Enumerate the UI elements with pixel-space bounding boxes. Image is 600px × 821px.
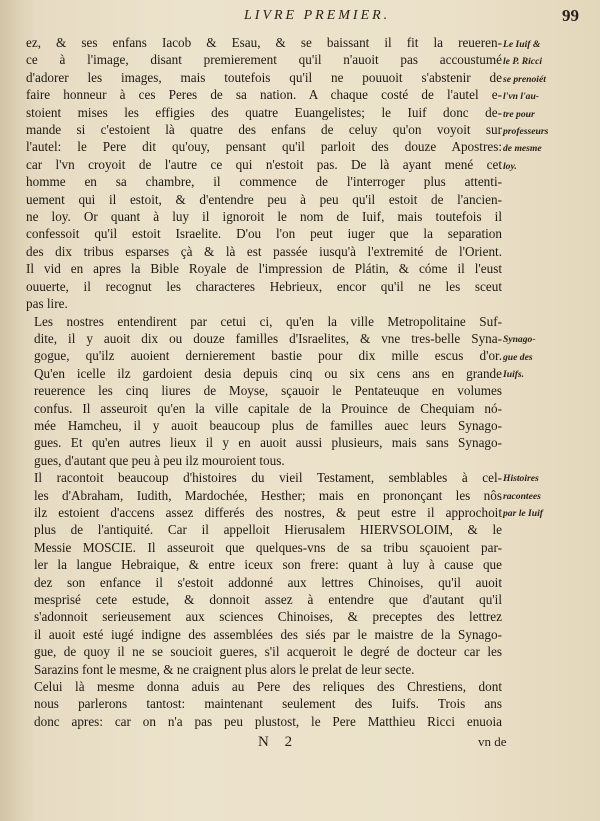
margin-note: racontees xyxy=(503,490,541,502)
text-line: les d'Abraham, Iudith, Mardochée, Hesther; mais en prononçant les nôs xyxy=(34,487,502,503)
text-line: ilz estoient d'accens assez differés des nostres, & peut estre il approchoit xyxy=(34,504,502,520)
margin-note: loy. xyxy=(503,160,517,172)
text-line: Il vid en apres la Bible Royale de l'impression de Plátin, & cóme il l'eust xyxy=(26,261,502,277)
margin-note: de mesme xyxy=(503,143,542,155)
margin-note: professeurs xyxy=(503,126,549,138)
margin-note: tre pour xyxy=(503,108,535,120)
margin-note: Le Iuif & xyxy=(503,39,541,50)
text-line: Sarazins font le mesme, & ne craignent plus alors le prelat de leur secte. xyxy=(34,661,415,677)
text-line: plus de l'antiquité. Car il appelloit Hierusalem HIERVSOLOIM, & le xyxy=(34,522,502,538)
text-line: dite, il y auoit dix ou douze familles d'Israelites, & vne tres-belle Syna- xyxy=(34,330,502,346)
text-line: Qu'en icelle ilz gardoient desia depuis cinq ou six cens ans en grande xyxy=(34,365,502,381)
margin-note: Iuifs. xyxy=(503,369,525,381)
text-line: Les nostres entendirent par cetui ci, qu'en la ville Metropolitaine Suf- xyxy=(34,313,502,329)
text-line: pas lire. xyxy=(26,296,68,312)
text-line: faire honneur à ces Peres de sa nation. A chaque costé de l'autel e- xyxy=(26,87,502,103)
text-line: stoient mises les effigies des quatre Euangelistes; le Iuif donc de- xyxy=(26,104,502,120)
text-line: Il racontoit beaucoup d'histoires du vieil Testament, semblables à cel- xyxy=(34,470,502,486)
text-line: ouuerte, il recognut les characteres Hebrieux, encor qu'il ne les sceut xyxy=(26,278,502,294)
margin-note: l'vn l'au- xyxy=(503,91,539,103)
margin-note: se prenoiét xyxy=(503,73,546,85)
text-line: nous parlerons tantost: maintenant seulement des Iuifs. Trois ans xyxy=(34,696,502,712)
text-line: uement qui il estoit, & d'entendre peu à peu qu'il estoit de l'ancien- xyxy=(26,191,502,207)
page-header xyxy=(0,6,600,28)
text-line: Messie MOSCIE. Il asseuroit que quelques-vns de sa tribu sçauoient par- xyxy=(34,539,502,555)
paragraph-4 xyxy=(26,678,502,730)
text-line: donc apres: car on n'a pas peu plustost, le Pere Matthieu Ricci enuoia xyxy=(34,713,502,729)
text-line: l'autel: le Pere dit qu'ouy, pensant qu'il parloit des douze Apostres: xyxy=(26,139,502,155)
text-line: gues, d'autant que peu à peu ilz mouroient tous. xyxy=(34,452,285,468)
text-line: ce à l'image, disant premierement qu'il n'auoit pas accoustumé xyxy=(26,52,502,68)
text-line: Celui là mesme donna aduis au Pere des reliques des Chrestiens, dont xyxy=(34,679,502,695)
text-line: mesprisé cete estude, & donnoit assez à entendre que d'autant qu'il xyxy=(34,592,502,607)
page-footer xyxy=(0,726,600,756)
running-head: LIVRE PREMIER. xyxy=(244,8,391,23)
paragraph-3 xyxy=(26,469,502,678)
text-line: ne loy. Or quant à luy il ignoroit le nom de Iuif, mais toutefois il xyxy=(26,209,502,225)
text-line: gues. Et qu'en autres lieux il y en auoit aussi plusieurs, mais sans Synago- xyxy=(34,435,502,451)
text-line: mande si c'estoient là quatre des enfans de celuy qu'on voyoit sur xyxy=(26,122,502,138)
margin-note: Synago- xyxy=(503,334,536,346)
text-line: ez, & ses enfans Iacob & Esau, & se baissant il fit la reueren- xyxy=(26,35,502,50)
text-line: d'adorer les images, mais toutefois qu'il ne pouuoit s'abstenir de xyxy=(26,69,502,85)
catchword: vn de xyxy=(478,734,507,749)
margin-note: par le Iuif xyxy=(503,508,543,520)
margin-notes xyxy=(503,36,597,523)
text-line: confus. Il asseuroit qu'en la ville capitale de la Prouince de Chequiam nó- xyxy=(34,400,502,416)
text-line: mée Hamcheu, il y auoit beaucoup plus de familles auec leurs Synago- xyxy=(34,417,502,433)
margin-note: Histoires xyxy=(503,473,539,485)
margin-note: gue des xyxy=(503,351,533,363)
text-line: s'adonnoit serieusement aux sciences Chinoises, & preceptes des lettrez xyxy=(34,609,502,625)
signature-mark: N 2 xyxy=(258,734,299,750)
text-line: reuerence les cinq liures de Moyse, sçauoir le Pentateuque en volumes xyxy=(34,383,502,399)
paragraph-2 xyxy=(26,313,502,470)
text-line: gue, de quoy il ne se soucioit gueres, s'il acqueroit le degré de docteur car les xyxy=(34,644,502,660)
text-line: dez son enfance il s'estoit addonné aux lettres Chinoises, qu'il auoit xyxy=(34,574,502,590)
text-line: confessoit qu'il estoit Israelite. D'ou l'on peut iuger que la separation xyxy=(26,226,502,242)
page-number: 99 xyxy=(562,6,579,25)
text-line: ler la langue Hebraique, & entre iceux son frere: quant à luy à cause que xyxy=(34,557,502,573)
text-line: homme en sa chambre, il commence de l'interroger plus attenti- xyxy=(26,174,502,190)
text-line: des dix tribus esparses çà & là est passée iusqu'à l'extremité de l'Orient. xyxy=(26,243,502,259)
margin-note: le P. Ricci xyxy=(503,56,542,68)
paragraph-1 xyxy=(26,34,502,313)
text-line: il auoit esté iugé indigne des assemblées des siés par le maistre de la Synago- xyxy=(34,626,502,642)
text-line: gogue, qu'ilz auoient dernierement bastie pour dix mille escus d'or. xyxy=(34,348,502,364)
text-line: car l'vn croyoit de l'autre ce qui n'estoit pas. De là ayant mené cet xyxy=(26,156,502,172)
main-text xyxy=(26,34,502,730)
